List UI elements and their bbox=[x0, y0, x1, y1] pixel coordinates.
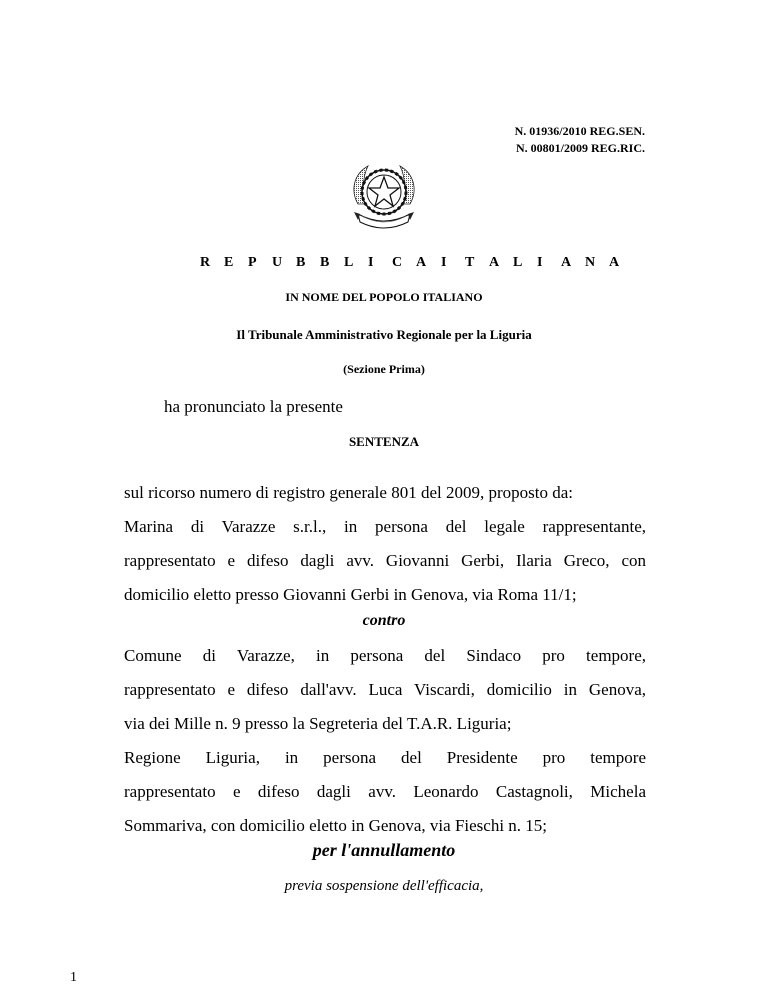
italian-republic-emblem-icon bbox=[344, 156, 424, 236]
letter: N bbox=[585, 255, 596, 270]
letter: I bbox=[537, 255, 543, 270]
paragraph-line: rappresentato e difeso dall'avv. Luca Viscardi, domicilio in Genova, bbox=[124, 680, 646, 699]
paragraph-line: via dei Mille n. 9 presso la Segreteria del T.A.R. Liguria; bbox=[124, 714, 512, 733]
letter: I bbox=[368, 255, 374, 270]
letter: P bbox=[248, 255, 257, 270]
letter: L bbox=[344, 255, 354, 270]
paragraph-line: rappresentato e difeso dagli avv. Giovanni Gerbi, Ilaria Greco, con bbox=[124, 551, 646, 570]
court-section: (Sezione Prima) bbox=[343, 362, 425, 376]
paragraph-line: Sommariva, con domicilio eletto in Genova, via Fieschi n. 15; bbox=[124, 816, 548, 835]
previa-sospensione: previa sospensione dell'efficacia, bbox=[284, 878, 484, 894]
court-name: Il Tribunale Amministrativo Regionale per la Liguria bbox=[236, 327, 532, 342]
page-number: 1 bbox=[70, 970, 77, 985]
paragraph-ricorso bbox=[124, 476, 646, 612]
letter: B bbox=[320, 255, 330, 270]
paragraph-line: Marina di Varazze s.r.l., in persona del legale rappresentante, bbox=[124, 517, 646, 536]
letter: A bbox=[489, 255, 500, 270]
letter: C bbox=[392, 255, 403, 270]
paragraph-line: Comune di Varazze, in persona del Sindaco pro tempore, bbox=[124, 646, 646, 665]
sentence-heading: SENTENZA bbox=[348, 434, 420, 449]
subtitle-popolo: IN NOME DEL POPOLO ITALIANO bbox=[285, 290, 483, 304]
paragraph-line: sul ricorso numero di registro generale 801 del 2009, proposto da: bbox=[124, 483, 573, 502]
ref-reg-sen: N. 01936/2010 REG.SEN. bbox=[514, 124, 645, 138]
letter: I bbox=[441, 255, 447, 270]
lead-text: ha pronunciato la presente bbox=[164, 397, 343, 416]
paragraph-line: Regione Liguria, in persona del Presidente pro tempore bbox=[124, 748, 646, 767]
title-italiana bbox=[441, 255, 633, 271]
letter: T bbox=[465, 255, 475, 270]
letter: R bbox=[200, 255, 211, 270]
heading-per-annullamento: per l'annullamento bbox=[312, 840, 456, 860]
title-repubblica bbox=[200, 255, 440, 271]
letter: A bbox=[416, 255, 427, 270]
reference-numbers bbox=[440, 123, 645, 157]
letter: B bbox=[296, 255, 306, 270]
letter: A bbox=[609, 255, 620, 270]
paragraph-controparti bbox=[124, 639, 646, 843]
heading-contro: contro bbox=[362, 612, 406, 629]
letter: L bbox=[513, 255, 523, 270]
paragraph-line: domicilio eletto presso Giovanni Gerbi in Genova, via Roma 11/1; bbox=[124, 585, 577, 604]
letter: A bbox=[561, 255, 572, 270]
letter: U bbox=[272, 255, 283, 270]
paragraph-line: rappresentato e difeso dagli avv. Leonardo Castagnoli, Michela bbox=[124, 782, 646, 801]
ref-reg-ric: N. 00801/2009 REG.RIC. bbox=[515, 141, 645, 155]
letter: E bbox=[224, 255, 234, 270]
